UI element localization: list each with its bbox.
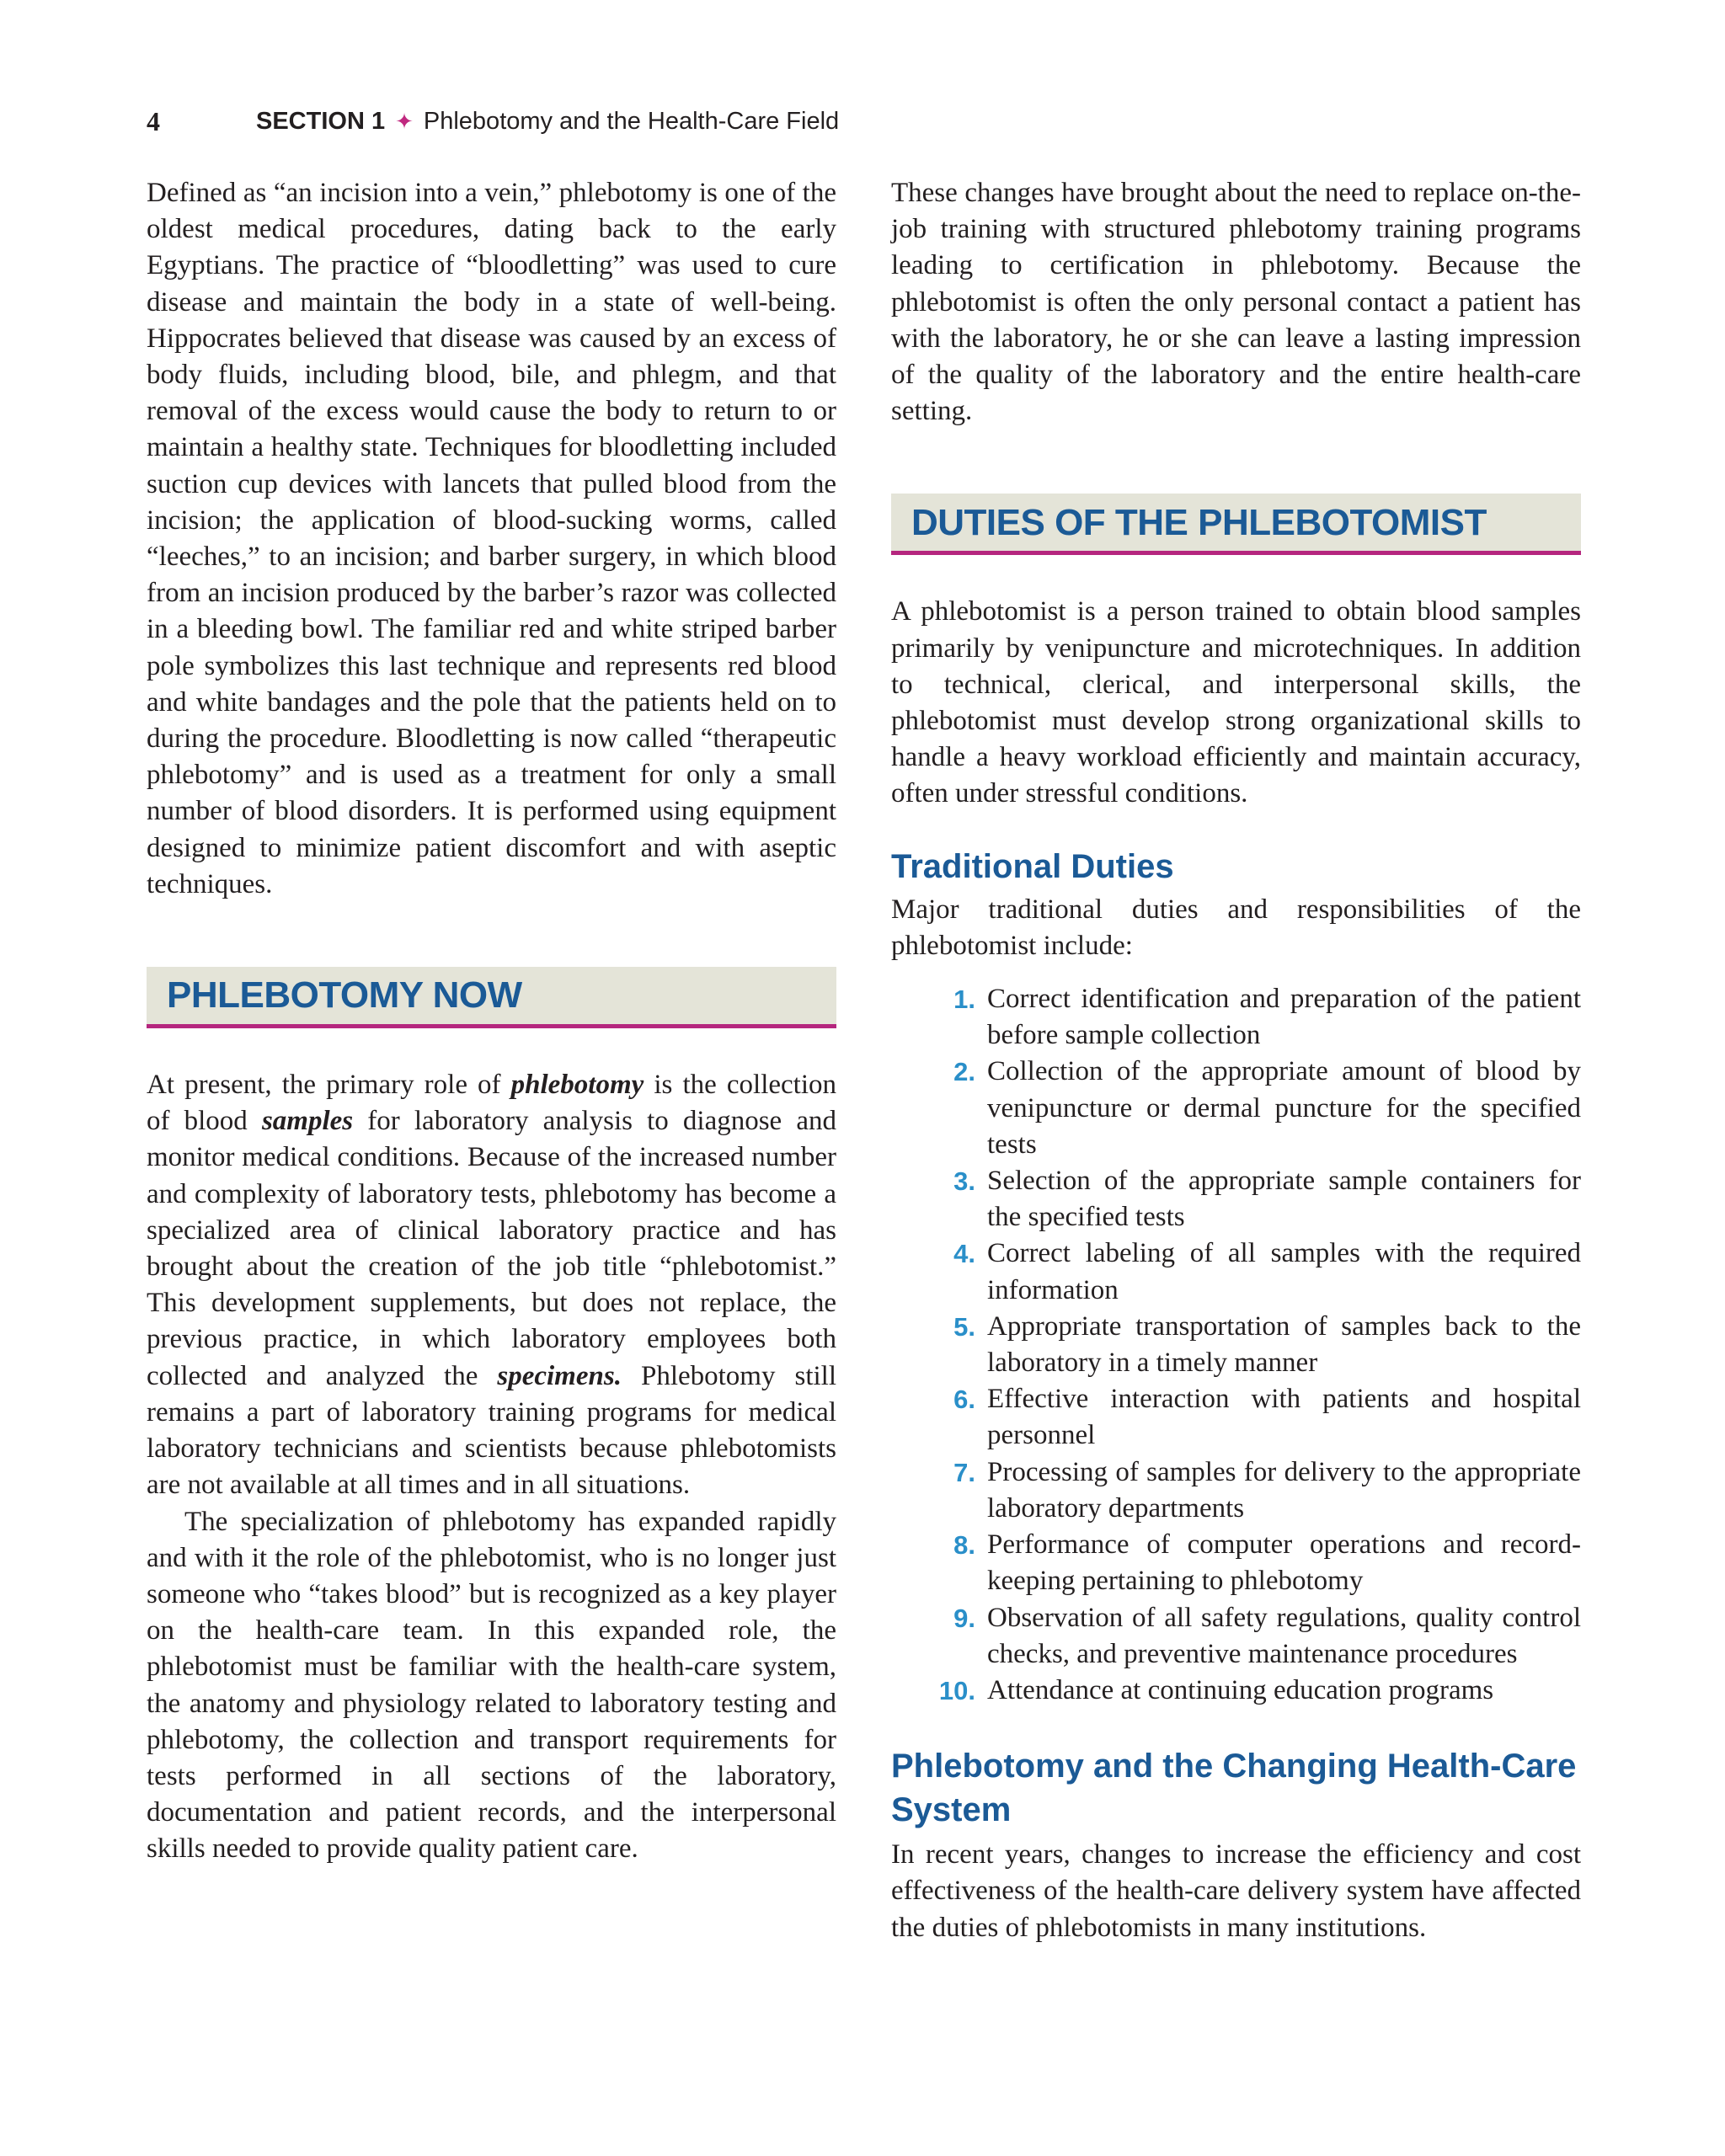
text-run: At present, the primary role of xyxy=(147,1070,511,1101)
text-run: for laboratory analysis to diagnose and monitor medical conditions. Because of the increased number and complexity of laboratory tests, phlebotomy has become a specialized area of clinical laboratory practice and has brought about the creation of the job title “phlebotomist.” This development supplements, but does not replace, the previous practice, in which laboratory employees both collected and analyzed the xyxy=(147,1106,836,1391)
text-run: is the collection of blood xyxy=(147,1070,836,1137)
list-number: 1. xyxy=(953,985,975,1015)
keyword-specimens: specimens. xyxy=(497,1360,622,1391)
section-label: SECTION 1 xyxy=(256,107,386,135)
subheading-changing-health-care-system: Phlebotomy and the Changing Health-Care System xyxy=(891,1748,1577,1829)
list-item-text: Selection of the appropriate sample containers for the specified tests xyxy=(987,1166,1581,1233)
list-item-text: Processing of samples for delivery to the appropriate laboratory departments xyxy=(987,1456,1581,1524)
list-item-text: Collection of the appropriate amount of blood by venipuncture or dermal puncture for the specified tests xyxy=(987,1056,1581,1160)
list-item-text: Observation of all safety regulations, quality control checks, and preventive maintenance procedures xyxy=(987,1602,1581,1669)
phlebotomy-now-paragraph-1 xyxy=(147,1067,836,1503)
list-item-text: Correct labeling of all samples with the required information xyxy=(987,1238,1581,1305)
keyword-samples: samples xyxy=(261,1106,354,1137)
list-number: 10. xyxy=(938,1675,975,1705)
list-number: 8. xyxy=(953,1530,975,1561)
text-run: Phlebotomy still remains a part of laboratory training programs for medical laboratory technicians and scientists because phlebotomists are not available at all times and in all situations. xyxy=(147,1360,837,1501)
running-header xyxy=(147,104,839,138)
list-item xyxy=(891,1163,1581,1235)
list-item-text: Performance of computer operations and record-keeping pertaining to phlebotomy xyxy=(987,1529,1581,1597)
section-title: Phlebotomy and the Health-Care Field xyxy=(423,107,840,135)
left-column xyxy=(147,175,836,1868)
list-item xyxy=(891,981,1581,1054)
diamond-star-icon: ✦ xyxy=(395,108,414,134)
intro-paragraph: Defined as “an incision into a vein,” phlebotomy is one of the oldest medical procedures, dating back to the early Egyptians. The practice of “bloodletting” was used to cure disease and maintain the body in a state of well-being. Hippocrates believed that disease was caused by an excess of body fluids, including blood, bile, and phlegm, and that removal of the excess would cause the body to return to or maintain a healthy state. Techniques for bloodletting included suction cup devices with lancets that pulled blood from the incision; the application of blood-sucking worms, called “leeches,” to an incision; and barber surgery, in which blood from an incision produced by the barber’s razor was collected in a bleeding bowl. The familiar red and white striped barber pole symbolizes this last technique and represents red blood and white bandages and the pole that the patients held on to during the procedure. Bloodletting is now called “therapeutic phlebotomy” and is used as a treatment for only a small number of blood disorders. It is performed using equipment designed to minimize patient discomfort and with aseptic techniques. xyxy=(147,178,836,899)
page-number: 4 xyxy=(147,105,160,136)
list-item xyxy=(891,1454,1581,1527)
phlebotomy-now-paragraph-2: The specialization of phlebotomy has expanded rapidly and with it the role of the phlebotomist, who is no longer just someone who “takes blood” but is recognized as a key player on the health-care team. In this expanded role, the phlebotomist must be familiar with the health-care system, the anatomy and physiology related to laboratory testing and phlebotomy, the collection and transport requirements for tests performed in all sections of the laboratory, documentation and patient records, and the interpersonal skills needed to provide quality patient care. xyxy=(147,1506,836,1865)
list-item xyxy=(891,1309,1581,1381)
list-item xyxy=(891,1235,1581,1308)
duties-list xyxy=(891,981,1581,1709)
right-column xyxy=(891,175,1581,1946)
list-item-text: Appropriate transportation of samples back to the laboratory in a timely manner xyxy=(987,1310,1581,1379)
list-number: 2. xyxy=(953,1057,975,1087)
list-item xyxy=(891,1381,1581,1454)
list-number: 5. xyxy=(953,1311,975,1342)
list-number: 7. xyxy=(953,1457,975,1487)
list-item xyxy=(891,1054,1581,1163)
continued-paragraph: These changes have brought about the need to replace on-the-job training with structured phlebotomy training programs leading to certification in phlebotomy. Because the phlebotomist is often the only personal contact a patient has with the laboratory, he or she can leave a lasting impression of the quality of the laboratory and the entire health-care setting. xyxy=(891,178,1581,427)
list-number: 3. xyxy=(953,1166,975,1197)
keyword-phlebotomy: phlebotomy xyxy=(510,1070,644,1101)
duties-intro-paragraph: A phlebotomist is a person trained to obtain blood samples primarily by venipuncture and microtechniques. In addition to technical, clerical, and interpersonal skills, the phlebotomist must develop strong organizational skills to handle a heavy workload efficiently and maintain accuracy, often under stressful conditions. xyxy=(891,596,1581,809)
list-item xyxy=(891,1673,1581,1709)
list-item-text: Correct identification and preparation of the patient before sample collection xyxy=(987,984,1581,1051)
list-item xyxy=(891,1527,1581,1599)
list-item-text: Attendance at continuing education programs xyxy=(987,1674,1494,1705)
list-number: 6. xyxy=(953,1385,975,1415)
list-number: 9. xyxy=(953,1603,975,1633)
section-banner-duties: DUTIES OF THE PHLEBOTOMIST xyxy=(891,494,1581,555)
list-item xyxy=(891,1600,1581,1673)
subheading-traditional-duties: Traditional Duties xyxy=(891,847,1174,885)
list-number: 4. xyxy=(953,1239,975,1269)
list-item-text: Effective interaction with patients and hospital personnel xyxy=(987,1384,1581,1451)
changing-paragraph: In recent years, changes to increase the efficiency and cost effectiveness of the health-care delivery system have affected the duties of phlebotomists in many institutions. xyxy=(891,1839,1581,1943)
traditional-intro-paragraph: Major traditional duties and responsibilities of the phlebotomist include: xyxy=(891,894,1581,961)
section-banner-phlebotomy-now: PHLEBOTOMY NOW xyxy=(147,967,836,1028)
